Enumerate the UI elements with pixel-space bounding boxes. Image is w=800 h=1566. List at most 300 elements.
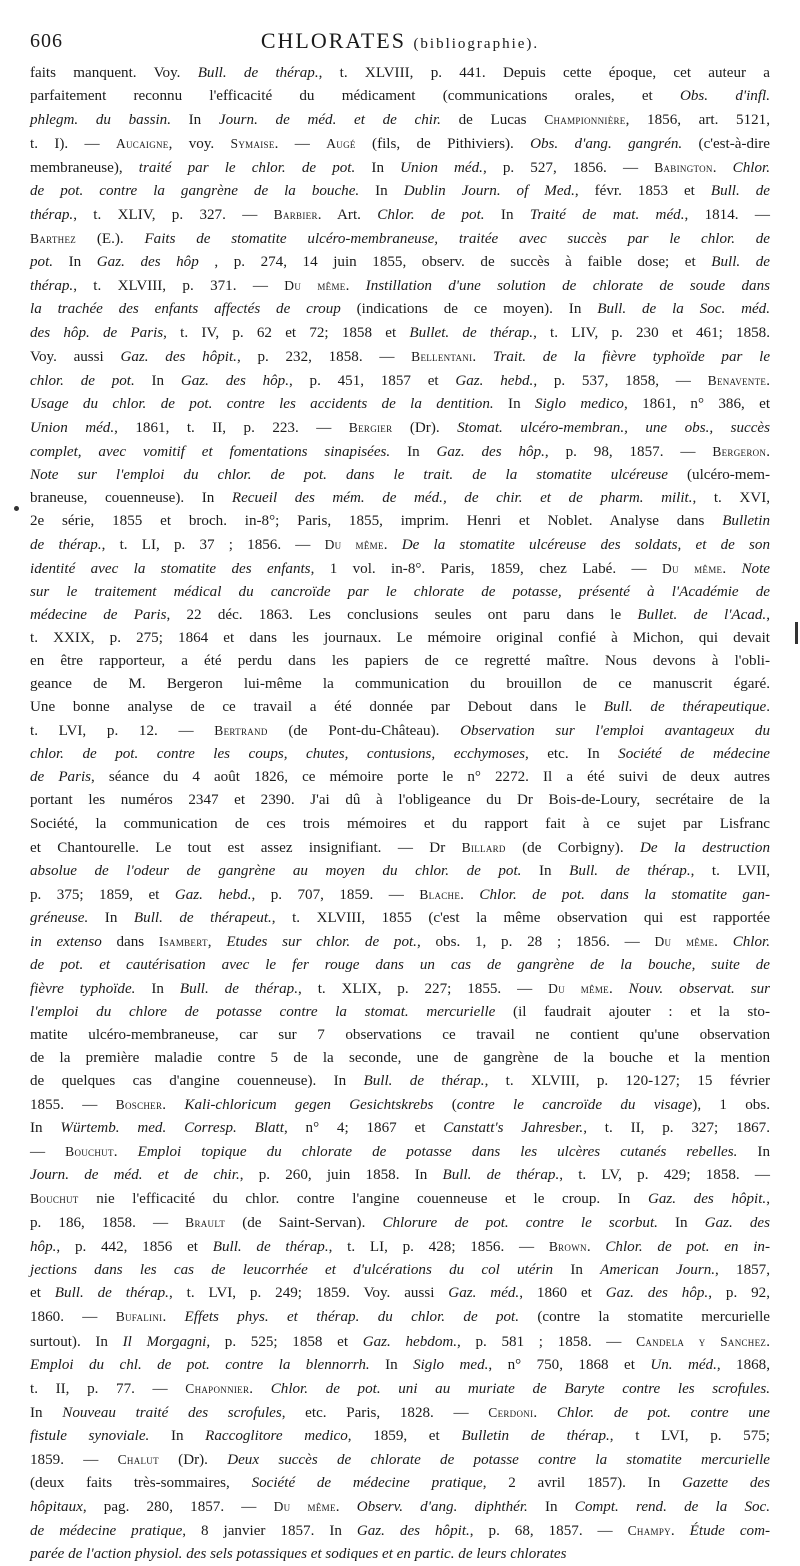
italic-title: de Paris [30, 769, 92, 786]
italic-title: Instillation d'une solution de chlorate de soude dans [365, 278, 770, 295]
text-line [30, 719, 770, 743]
text-run: de Lucas [440, 112, 545, 129]
author-name: Bouchut [30, 1191, 79, 1207]
bibliography-text [30, 62, 770, 1566]
italic-title: Gaz. hebdom. [362, 1333, 458, 1350]
text-line [30, 533, 770, 557]
italic-title: American Journ. [600, 1262, 716, 1279]
italic-title: Un. méd. [650, 1356, 717, 1373]
text-run: , p. 525; 1858 et [206, 1333, 363, 1350]
italic-title: Journ. de méd. et de chir. [218, 112, 441, 129]
text-run: , n° 4; 1867 et [283, 1120, 444, 1137]
italic-title: Étude com- [689, 1522, 770, 1539]
italic-title: Trait. de la fièvre typhoïde par le [492, 348, 771, 365]
text-line [30, 1354, 770, 1377]
text-line [30, 1448, 770, 1472]
text-run: (de Saint-Servan). [225, 1215, 383, 1232]
italic-title: Siglo medico [534, 395, 624, 412]
text-run: In [149, 1427, 206, 1444]
italic-title: Bull. de thérap. [212, 1239, 329, 1256]
italic-title: pot. [30, 254, 54, 271]
italic-title: thérap. [30, 207, 74, 224]
italic-title: Gaz. des hôp. [180, 372, 289, 389]
text-line [30, 1495, 770, 1519]
text-line [30, 789, 770, 812]
text-run: . [670, 1522, 690, 1539]
italic-title: Journ. de méd. et de chir. [30, 1167, 240, 1184]
text-run: In [493, 395, 535, 412]
text-line [30, 393, 770, 416]
text-line [30, 977, 770, 1001]
text-run: (Dr). [392, 419, 458, 436]
text-run: 1855. — [30, 1097, 116, 1114]
italic-title: gréneuse. [30, 909, 89, 926]
text-run: In [359, 183, 404, 200]
italic-title: des hôp. de Paris [30, 324, 164, 341]
text-run: . [608, 980, 629, 997]
text-run: , etc. Paris, 1828. — [281, 1404, 489, 1421]
text-run: In [390, 443, 437, 460]
margin-tick [795, 622, 798, 644]
italic-title: Bull. de thérap. [363, 1073, 485, 1090]
italic-title: Recueil des mém. de méd., de chir. et de pharm. milit. [231, 489, 693, 506]
italic-title: Faits de stomatite ulcéro-membraneuse, traitée avec succès par le chlor. de [144, 231, 770, 248]
text-line [30, 907, 770, 930]
text-run: , séance du 4 août 1826, ce mémoire porte le n° 2272. Il a été suivi de deux autres [91, 769, 770, 786]
text-run: , t LVI, p. 575; [609, 1427, 770, 1444]
italic-title: Société de médecine [618, 746, 770, 763]
italic-title: Note [741, 560, 770, 577]
text-run: , t. IV, p. 62 et 72; 1858 et [163, 324, 410, 341]
italic-title: contre le cancroïde du visage [456, 1097, 693, 1114]
text-line [30, 1543, 770, 1566]
italic-title: jections dans les cas de leucorrhée et d'ulcérations du col utérin [30, 1262, 554, 1279]
text-run: . [712, 160, 733, 177]
text-run: . [162, 1097, 185, 1114]
text-line [30, 1401, 770, 1425]
text-run: . — [274, 136, 327, 153]
italic-title: Observation sur l'emploi avantageux du [460, 723, 770, 740]
text-line [30, 1282, 770, 1305]
text-run: 2e série, 1855 et broch. in-8°; Paris, 1855, imprim. Henri et Noblet. Analyse dans [30, 512, 723, 529]
italic-title: Chlor. de pot. dans la stomatite gan- [479, 886, 771, 903]
text-run: , p. 527, 1856. — [482, 160, 655, 177]
italic-title: Usage du chlor. de pot. contre les accidents de la dentition. [30, 395, 494, 412]
text-line [30, 227, 770, 251]
author-name: Billard [461, 839, 506, 855]
text-run: . [335, 1498, 357, 1515]
italic-title: Raccoglitore medico [205, 1427, 348, 1444]
italic-title: Compt. rend. de la Soc. [574, 1498, 771, 1515]
italic-title: Bulletin de thérap. [461, 1427, 610, 1444]
author-name: Bellentani [411, 348, 473, 364]
text-run: , t. LVI, p. 249; 1859. Voy. aussi [168, 1285, 449, 1302]
text-run: 1860. — [30, 1309, 116, 1326]
italic-title: Bull. de thérap. [197, 65, 319, 81]
text-run: Voy. aussi [30, 348, 121, 365]
italic-title: phlegm. du bassin. [30, 112, 171, 129]
text-line [30, 627, 770, 650]
author-name: Du même [284, 278, 346, 294]
text-run: , t. LIV, p. 230 et 461; 1858. [533, 324, 770, 341]
author-name: Candela y Sanchez [636, 1333, 767, 1349]
italic-title: Effets phys. et thérap. du chlor. de pot. [184, 1309, 520, 1326]
text-run: de quelques cas d'angine couenneuse). In [30, 1073, 364, 1090]
text-run: t. I). — [30, 136, 116, 153]
text-run: , t. LV, p. 429; 1858. — [559, 1167, 770, 1184]
text-run: , obs. 1, p. 28 ; 1856. — [416, 933, 655, 950]
text-run: , p. 707, 1859. — [251, 886, 420, 903]
page-number: 606 [30, 30, 63, 52]
text-run: , etc. In [524, 746, 619, 763]
italic-title: Würtemb. med. Corresp. Blatt [60, 1120, 284, 1137]
italic-title: chlor. de pot. contre les coups, chutes, contusions, ecchymoses [30, 746, 525, 763]
italic-title: Chlor. [732, 160, 770, 177]
text-run: portant les numéros 2347 et 2390. J'ai dû à l'obligeance du Dr Bois-de-Loury, secrétaire de la [30, 792, 770, 809]
italic-title: Gaz. des hôp. [605, 1285, 709, 1302]
italic-title: Dublin Journ. of Med. [403, 183, 575, 200]
text-run: p. 186, 1858. — [30, 1215, 186, 1232]
text-run: In [527, 1498, 575, 1515]
running-title-main: CHLORATES [260, 28, 406, 53]
text-line [30, 860, 770, 883]
text-line [30, 557, 770, 581]
text-run: In [53, 254, 97, 271]
text-run: , p. 68, 1857. — [469, 1522, 628, 1539]
text-run: . [722, 560, 742, 577]
text-line [30, 322, 770, 345]
text-line [30, 274, 770, 298]
text-line [30, 1519, 770, 1543]
text-line [30, 696, 770, 719]
author-name: Barthez [30, 231, 77, 247]
italic-title: Chlor. de pot. contre une [556, 1404, 770, 1421]
italic-title: Gaz. des hôp [96, 254, 199, 271]
italic-title: Nouv. observat. sur [628, 980, 771, 997]
text-run: , [766, 607, 770, 624]
text-run: Une bonne analyse de ce travail a été donnée par Debout dans le [30, 699, 604, 716]
italic-title: Bull. de [710, 183, 770, 200]
text-run: (ulcéro-mem- [667, 466, 770, 483]
text-run: . [345, 278, 366, 295]
author-name: Bertrand [214, 723, 268, 739]
text-line [30, 930, 770, 954]
italic-title: thérap. [30, 278, 74, 295]
author-name: Isambert [158, 933, 208, 949]
author-name: Championnière [544, 112, 626, 128]
text-run: , 22 déc. 1863. Les conclusions seules ont paru dans le [166, 607, 638, 624]
text-run: , p. 92, [708, 1285, 770, 1302]
author-name: Augé [326, 136, 356, 152]
text-run: en être rapporteur, a été perdu dans les papiers de ce regretté maître. Nous devons à l'obli- [30, 653, 770, 670]
text-line [30, 85, 770, 108]
text-run: , [207, 933, 227, 950]
italic-title: Gaz. des hôpit. [120, 348, 237, 365]
author-name: Du même [273, 1498, 336, 1514]
text-run: . [383, 536, 402, 553]
text-run: In [170, 112, 219, 129]
text-run: , p. 274, 14 juin 1855, observ. de succès à faible dose; et [198, 254, 712, 271]
text-run: t. II, p. 77. — [30, 1380, 186, 1397]
italic-title: Canstatt's Jahresber. [443, 1120, 584, 1137]
italic-title: Gaz. des hôpit. [356, 1522, 470, 1539]
text-line [30, 650, 770, 673]
italic-title: Bullet. de thérap. [409, 324, 534, 341]
running-title [261, 28, 539, 54]
text-run: ( [433, 1097, 457, 1114]
author-name: Benavente [707, 372, 767, 388]
text-run: matite ulcéro-membraneuse, car sur 7 observations ce travail ne contient qu'une observation [30, 1026, 770, 1043]
text-run: , t. XLVIII, p. 441. Depuis cette époque, cet auteur a [318, 65, 771, 81]
italic-title: Gaz. hebd. [174, 886, 252, 903]
text-line [30, 766, 770, 789]
text-run: , 1857, [715, 1262, 770, 1279]
italic-title: Obs. d'infl. [679, 88, 771, 105]
text-line [30, 1164, 770, 1187]
italic-title: Bull. de thérapeutique [603, 699, 767, 716]
italic-title: Note sur l'emploi du chlor. de pot. dans le trait. de la stomatite ulcéreuse [30, 466, 668, 483]
text-run: , 1861, t. II, p. 223. — [114, 419, 349, 436]
text-line [30, 581, 770, 604]
text-line [30, 1187, 770, 1211]
text-line [30, 464, 770, 487]
italic-title: Chlorure de pot. contre le scorbut. [382, 1215, 658, 1232]
italic-title: Bull. de [711, 254, 771, 271]
text-line [30, 1001, 770, 1024]
text-run: , voy. [168, 136, 231, 153]
text-run: surtout). In [30, 1333, 123, 1350]
italic-title: Union méd. [30, 419, 115, 436]
italic-title: médecine de Paris [30, 607, 167, 624]
italic-title: de pot. contre la gangrène de la bouche. [30, 183, 360, 200]
author-name: Barbier [273, 207, 318, 223]
text-line [30, 1330, 770, 1354]
italic-title: hôpitaux [30, 1498, 83, 1515]
italic-title: Chlor. de pot. uni au muriate de Baryte contre les scrofules. [270, 1380, 771, 1397]
text-run: . [113, 1144, 138, 1161]
author-name: Brown [548, 1239, 587, 1255]
text-run: . [766, 372, 770, 389]
text-run: , 1868, [716, 1356, 770, 1373]
text-run: In [135, 980, 180, 997]
author-name: Champy [627, 1522, 671, 1538]
italic-title: Bull. de la Soc. méd. [597, 301, 770, 318]
italic-title: Gaz. hebd. [455, 372, 534, 389]
text-run: , p. 232, 1858. — [236, 348, 412, 365]
italic-title: sur le traitement médical du cancroïde par le chlorate de potasse, présenté à l'Académie de [30, 584, 770, 601]
text-run: dans [101, 933, 159, 950]
italic-title: fièvre typhoïde. [30, 980, 136, 997]
text-run: (contre la stomatite mercurielle [519, 1309, 770, 1326]
italic-title: identité avec la stomatite des enfants [30, 560, 311, 577]
text-run: , t. XLVIII, p. 371. — [73, 278, 285, 295]
text-line [30, 203, 770, 227]
margin-mark [14, 506, 19, 511]
italic-title: Union méd. [400, 160, 483, 177]
text-line [30, 1047, 770, 1070]
text-run: , n° 750, 1868 et [488, 1356, 651, 1373]
text-run: In [657, 1215, 705, 1232]
italic-title: Bullet. de l'Acad. [637, 607, 767, 624]
text-run: Société, la communication de ces trois mémoires et du rapport fait à ce sujet par Lisfranc [30, 815, 770, 832]
text-run: In [553, 1262, 601, 1279]
text-run: (E.). [76, 231, 145, 248]
italic-title: Traité de mat. méd. [529, 207, 685, 224]
author-name: Bergier [348, 419, 393, 435]
text-line [30, 813, 770, 836]
text-run: faits manquent. Voy. [30, 65, 198, 81]
text-run: — [30, 1144, 66, 1161]
text-run: nie l'efficacité du chlor. contre l'angine couenneuse et le croup. In [78, 1191, 648, 1208]
text-line [30, 1377, 770, 1401]
italic-title: de médecine pratique [30, 1522, 183, 1539]
italic-title: Kali-chloricum gegen Gesichtskrebs [184, 1097, 434, 1114]
italic-title: Observ. d'ang. diphthér. [356, 1498, 528, 1515]
text-line [30, 298, 770, 321]
text-run: , p. 581 ; 1858. — [457, 1333, 637, 1350]
text-run: , t. XLVIII, 1855 (c'est la même observation qui est rapportée [271, 909, 771, 926]
text-run: In [521, 862, 570, 879]
text-run: (de Pont-du-Château). [267, 723, 461, 740]
text-line [30, 883, 770, 907]
text-run: , pag. 280, 1857. — [82, 1498, 274, 1515]
italic-title: Il Morgagni [122, 1333, 207, 1350]
author-name: Aucaigne [115, 136, 169, 152]
text-run: , 8 janvier 1857. In [182, 1522, 357, 1539]
text-run: (c'est-à-dire [682, 136, 770, 153]
running-header [30, 22, 770, 62]
text-run: In [134, 372, 181, 389]
author-name: Du même [654, 933, 715, 949]
text-run: . Art. [317, 207, 378, 224]
italic-title: in extenso [30, 933, 102, 950]
text-run: , t. XLIX, p. 227; 1855. — [298, 980, 549, 997]
text-run: . [533, 1404, 557, 1421]
text-run: et [30, 1285, 55, 1302]
text-line [30, 416, 770, 440]
author-name: Brault [185, 1215, 226, 1231]
italic-title: Bull. de thérap. [569, 862, 691, 879]
text-line [30, 1024, 770, 1047]
text-line [30, 604, 770, 627]
text-run: , t. LI, p. 428; 1856. — [328, 1239, 549, 1256]
text-line [30, 1211, 770, 1235]
italic-title: de pot. et cautérisation avec le fer rouge dans un cas de gangrène de la bouche, suite de [30, 956, 770, 973]
italic-title: Deux succès de chlorate de potasse contre la stomatite mercurielle [227, 1451, 770, 1468]
author-name: Chaponnier [185, 1380, 250, 1396]
italic-title: Chlor. de pot. en in- [605, 1239, 770, 1256]
text-run: 1859. — [30, 1451, 118, 1468]
text-line [30, 440, 770, 464]
italic-title: complet, avec vomitif et fomentations sinapisées. [30, 443, 391, 460]
italic-title: Bulletin [722, 512, 770, 529]
text-line [30, 345, 770, 369]
italic-title: Bull. de thérapeut. [133, 909, 272, 926]
text-run: (de Corbigny). [505, 839, 640, 856]
text-run: , 1814. — [684, 207, 770, 224]
italic-title: Obs. d'ang. gangrén. [530, 136, 683, 153]
italic-title: chlor. de pot. [30, 372, 135, 389]
author-name: Bufalini [115, 1309, 163, 1325]
text-run: , t. XVI, [692, 489, 770, 506]
italic-title: Gaz. des hôpit. [647, 1191, 767, 1208]
text-line [30, 673, 770, 696]
text-run: , p. 537, 1858, — [533, 372, 708, 389]
text-run: , 1 vol. in-8°. Paris, 1859, chez Labé. — [310, 560, 662, 577]
author-name: Bouchut [65, 1144, 114, 1160]
text-run: . [766, 699, 770, 716]
text-line [30, 1425, 770, 1448]
italic-title: Chlor. [732, 933, 771, 950]
author-name: Du même [662, 560, 723, 576]
text-run: ), 1 obs. [692, 1097, 770, 1114]
text-line [30, 1140, 770, 1164]
text-run: membraneuse), [30, 160, 139, 177]
text-line [30, 1472, 770, 1495]
text-line [30, 251, 770, 274]
text-line [30, 1259, 770, 1282]
text-run: . [249, 1380, 271, 1397]
text-line [30, 132, 770, 156]
text-run: In [355, 160, 401, 177]
text-line [30, 743, 770, 766]
author-name: Blache [419, 886, 461, 902]
text-line [30, 836, 770, 860]
italic-title: Gaz. des hôp. [436, 443, 545, 460]
text-run: . [714, 933, 733, 950]
text-run: , p. 451, 1857 et [289, 372, 456, 389]
italic-title: Gazette des [682, 1474, 770, 1491]
text-run: In [30, 1404, 63, 1421]
text-run: geance de M. Bergeron lui-même la communication du brouillon de ce manuscrit égaré. [30, 676, 770, 693]
text-run: , p. 260, juin 1858. In [239, 1167, 443, 1184]
text-run: In [737, 1144, 771, 1161]
text-run: , t. LI, p. 37 ; 1856. — [101, 536, 325, 553]
text-run: (deux faits très-sommaires, [30, 1474, 252, 1491]
italic-title: Siglo med. [413, 1356, 489, 1373]
text-line [30, 1235, 770, 1259]
text-line [30, 954, 770, 977]
text-run: In [484, 207, 530, 224]
text-run: p. 375; 1859, et [30, 886, 175, 903]
text-line [30, 1117, 770, 1140]
italic-title: Stomat. ulcéro-membran., une obs., succès [457, 419, 770, 436]
text-run: . [766, 1333, 770, 1350]
text-line [30, 369, 770, 393]
text-run: . [766, 443, 770, 460]
text-run: , 2 avril 1857). In [482, 1474, 682, 1491]
italic-title: de thérap. [30, 536, 102, 553]
italic-title: Nouveau traité des scrofules [62, 1404, 282, 1421]
author-name: Du même [324, 536, 384, 552]
italic-title: la trachée des enfants affectés de croup [30, 301, 341, 318]
text-run: . [460, 886, 480, 903]
text-line [30, 1305, 770, 1329]
running-title-sub: (bibliographie). [413, 36, 540, 52]
text-run: , t. XLVIII, p. 120-127; 15 février [484, 1073, 770, 1090]
text-run: de la première maladie contre 5 de la seconde, une de gangrène de la bouche et la mention [30, 1049, 770, 1066]
italic-title: hôp. [30, 1239, 57, 1256]
italic-title: Chlor. de pot. [377, 207, 485, 224]
italic-title: fistule synoviale. [30, 1427, 150, 1444]
text-run: , 1856, art. 5121, [625, 112, 770, 129]
italic-title: absolue de l'odeur de gangrène au moyen du chlor. de pot. [30, 862, 522, 879]
italic-title: Bull. de thérap. [442, 1167, 560, 1184]
text-run: (fils, de Pithiviers). [355, 136, 531, 153]
author-name: Chalut [117, 1451, 159, 1467]
italic-title: Emploi du chl. de pot. contre la blennorrh. [30, 1356, 370, 1373]
italic-title: l'emploi du chlore de potasse contre la stomat. mercurielle [30, 1003, 496, 1020]
